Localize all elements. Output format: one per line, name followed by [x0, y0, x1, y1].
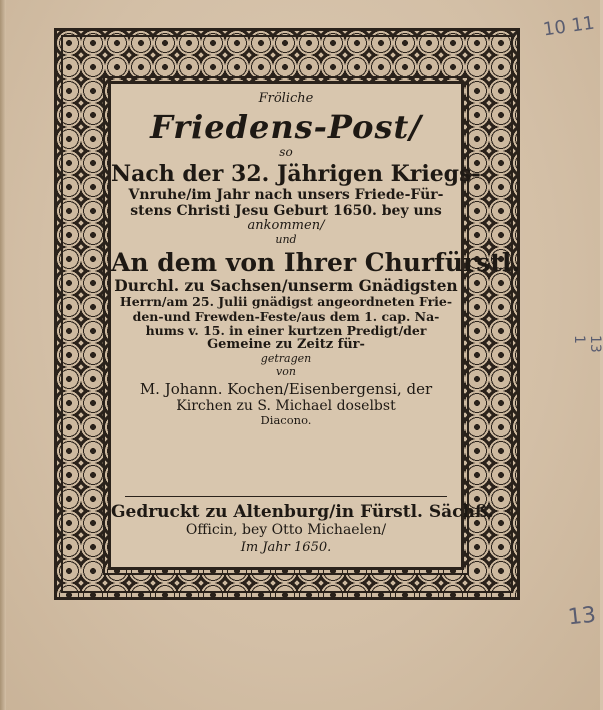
title-line: den-und Frewden-Feste/aus dem 1. cap. Na- — [132, 308, 440, 324]
title-line: getragen — [260, 352, 312, 366]
author-line: M. Johann. Kochen/Eisenbergensi, der — [139, 379, 433, 398]
title-line: stens Christi Jesu Geburt 1650. bey uns — [130, 202, 442, 219]
title-line: An dem von Ihrer Churfürstl. — [111, 247, 521, 277]
title-line: Vnruhe/im Jahr nach unsers Friede-Für- — [128, 186, 444, 203]
title-line: und — [275, 232, 297, 246]
imprint-line: Gedruckt zu Altenburg/in Fürstl. Sächß. — [111, 502, 494, 522]
title-panel — [108, 81, 521, 570]
page-spine-shadow — [0, 0, 6, 710]
imprint-line: Officin, bey Otto Michaelen/ — [185, 522, 387, 539]
title-line: ankommen/ — [247, 218, 325, 234]
author-line: Kirchen zu S. Michael doselbst — [176, 397, 396, 414]
title-text-block — [111, 84, 521, 427]
title-line: hums v. 15. in einer kurtzen Predigt/der — [145, 322, 427, 338]
imprint-block — [111, 502, 494, 556]
title-line: Fröliche — [258, 91, 314, 106]
handwritten-margin-note: 13 1 — [571, 335, 603, 353]
title-line: so — [279, 144, 293, 159]
title-line: Gemeine zu Zeitz für- — [207, 337, 365, 353]
imprint-divider — [125, 496, 447, 497]
handwritten-page-number: 13 — [566, 602, 598, 631]
title-line: von — [276, 364, 296, 378]
handwritten-shelfmark: 10 11 — [541, 12, 596, 41]
main-title: Friedens-Post/ — [150, 107, 422, 146]
title-line: Durchl. zu Sachsen/unserm Gnädigsten — [114, 276, 458, 296]
title-line: Nach der 32. Jährigen Kriegs- — [111, 160, 481, 187]
title-line: Herrn/am 25. Julii gnädigst angeordneten Frie- — [119, 294, 453, 310]
author-line: Diacono. — [260, 412, 312, 427]
imprint-line: Im Jahr 1650. — [240, 539, 332, 555]
